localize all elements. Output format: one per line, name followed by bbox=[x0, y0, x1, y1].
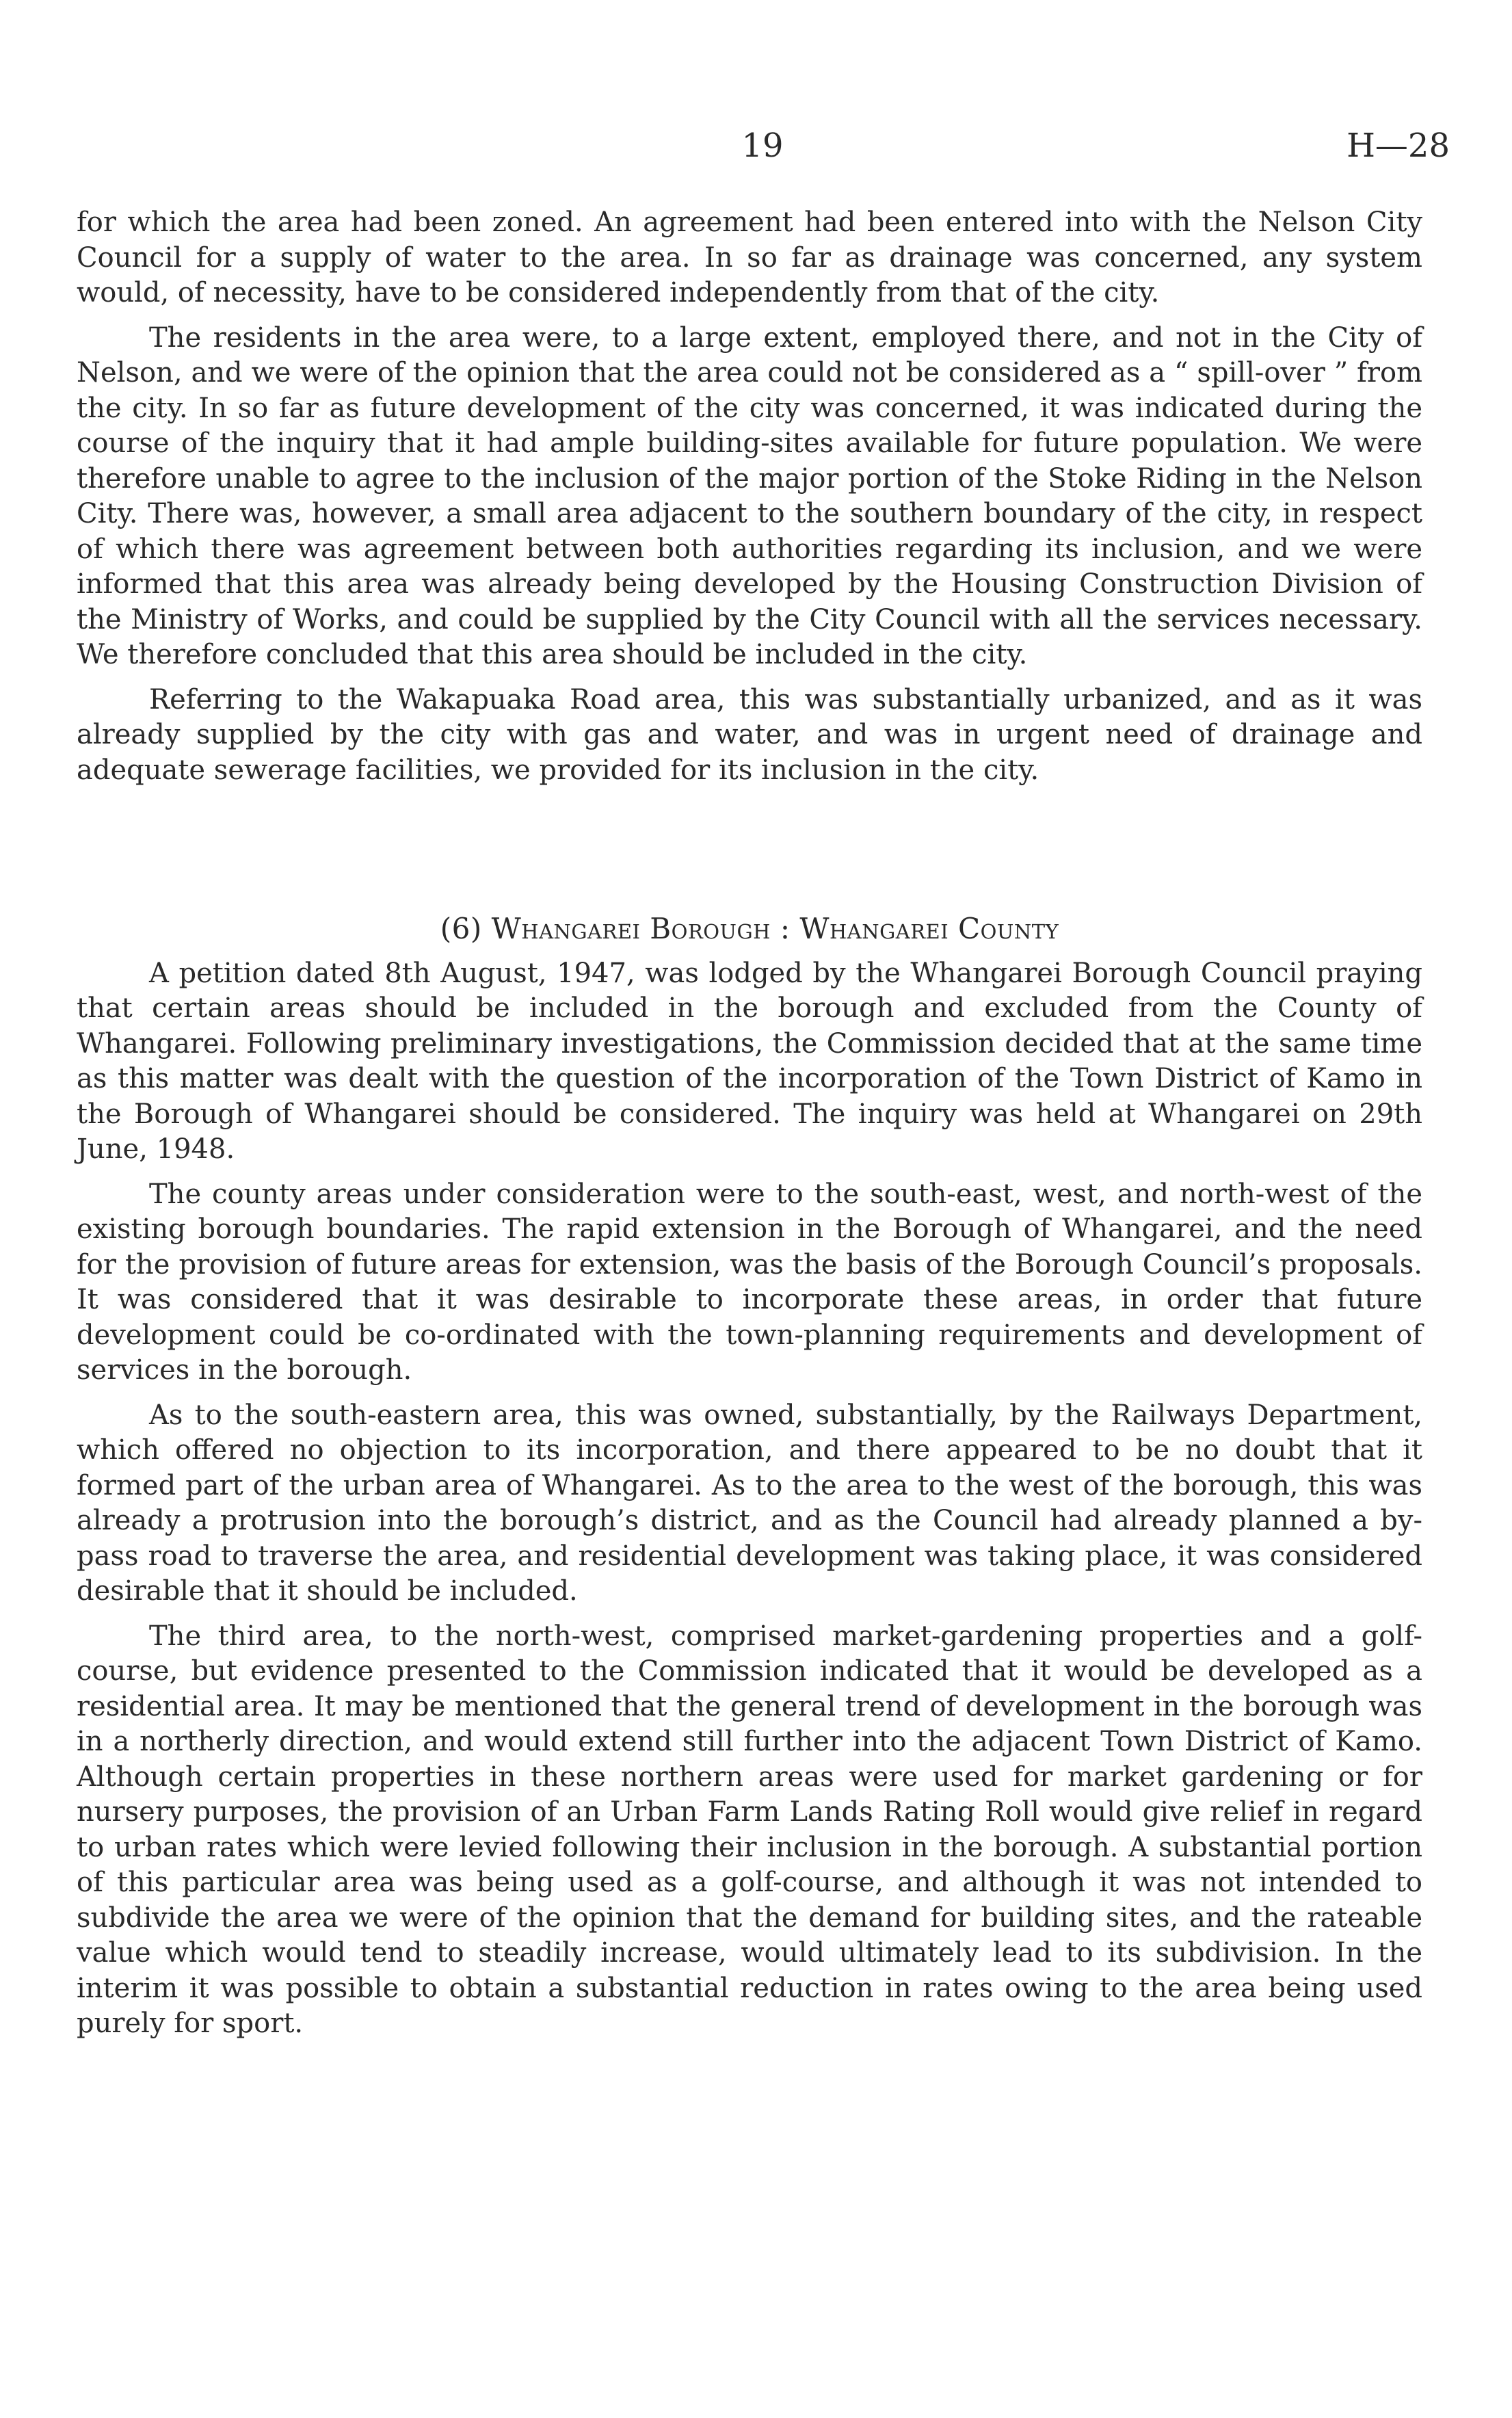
paragraph: The third area, to the north-west, comprised market-gardening properties and a golf-course, but evidence presented to the Commission indicated that it would be developed as a residential area. It may be mentioned that the general trend of development in the borough was in a northerly direction, and would extend still further into the adjacent Town District of Kamo. Although certain properties in these northern areas were used for market gardening or for nursery purposes, the provision of an Urban Farm Lands Rating Roll would give relief in regard to urban rates which were levied following their inclusion in the borough. A substantial portion of this particular area was being used as a golf-course, and although it was not intended to subdivide the area we were of the opinion that the demand for building sites, and the rateable value which would tend to steadily increase, would ultimately lead to its subdivision. In the interim it was possible to obtain a substantial reduction in rates owing to the area being used purely for sport. bbox=[77, 1620, 1422, 2039]
page-header bbox=[75, 127, 1450, 174]
paragraph: Referring to the Wakapuaka Road area, this was substantially urbanized, and as it was already supplied by the city with gas and water, and was in urgent need of drainage and adequate sewerage facilities, we provided for its inclusion in the city. bbox=[77, 683, 1422, 786]
section-number: (6) bbox=[440, 912, 482, 945]
paragraph: A petition dated 8th August, 1947, was lodged by the Whangarei Borough Council praying that certain areas should be included in the borough and excluded from the County of Whangarei. Following preliminary investigations, the Commission decided that at the same time as this matter was dealt with the question of the incorporation of the Town District of Kamo in the Borough of Whangarei should be considered. The inquiry was held at Whangarei on 29th June, 1948. bbox=[77, 957, 1422, 1165]
section-heading bbox=[77, 911, 1422, 947]
paragraph-continuation: for which the area had been zoned. An agreement had been entered into with the Nelson City Council for a supply of water to the area. In so far as drainage was concerned, any system would, of necessity, have to be considered independently from that of the city. bbox=[77, 207, 1422, 308]
section-title-county: Whangarei County bbox=[799, 912, 1059, 945]
page-number: 19 bbox=[741, 127, 784, 165]
body-text bbox=[77, 205, 1422, 2042]
section-title-borough: Whangarei Borough bbox=[491, 912, 771, 945]
section-separator: : bbox=[780, 912, 791, 945]
paragraph: As to the south-eastern area, this was owned, substantially, by the Railways Department, which offered no objection to its incorporation, and there appeared to be no doubt that it formed part of the urban area of Whangarei. As to the area to the west of the borough, this was already a protrusion into the borough’s district, and as the Council had already planned a by-pass road to traverse the area, and residential development was taking place, it was considered desirable that it should be included. bbox=[77, 1399, 1422, 1607]
paragraph: The county areas under consideration were to the south-east, west, and north-west of the existing borough boundaries. The rapid extension in the Borough of Whangarei, and the need for the provision of future areas for extension, was the basis of the Borough Council’s proposals. It was considered that it was desirable to incorporate these areas, in order that future development could be co-ordinated with the town-planning requirements and development of services in the borough. bbox=[77, 1178, 1422, 1386]
document-reference: H—28 bbox=[1347, 127, 1450, 165]
paragraph: The residents in the area were, to a large extent, employed there, and not in the City of Nelson, and we were of the opinion that the area could not be considered as a “ spill-over ” from the city. In so far as future development of the city was concerned, it was indicated during the course of the inquiry that it had ample building-sites available for future population. We were therefore unable to agree to the inclusion of the major portion of the Stoke Riding in the Nelson City. There was, however, a small area adjacent to the southern boundary of the city, in respect of which there was agreement between both authorities regarding its inclusion, and we were informed that this area was already being developed by the Housing Construction Division of the Ministry of Works, and could be supplied by the City Council with all the services necessary. We therefore concluded that this area should be included in the city. bbox=[77, 321, 1422, 670]
